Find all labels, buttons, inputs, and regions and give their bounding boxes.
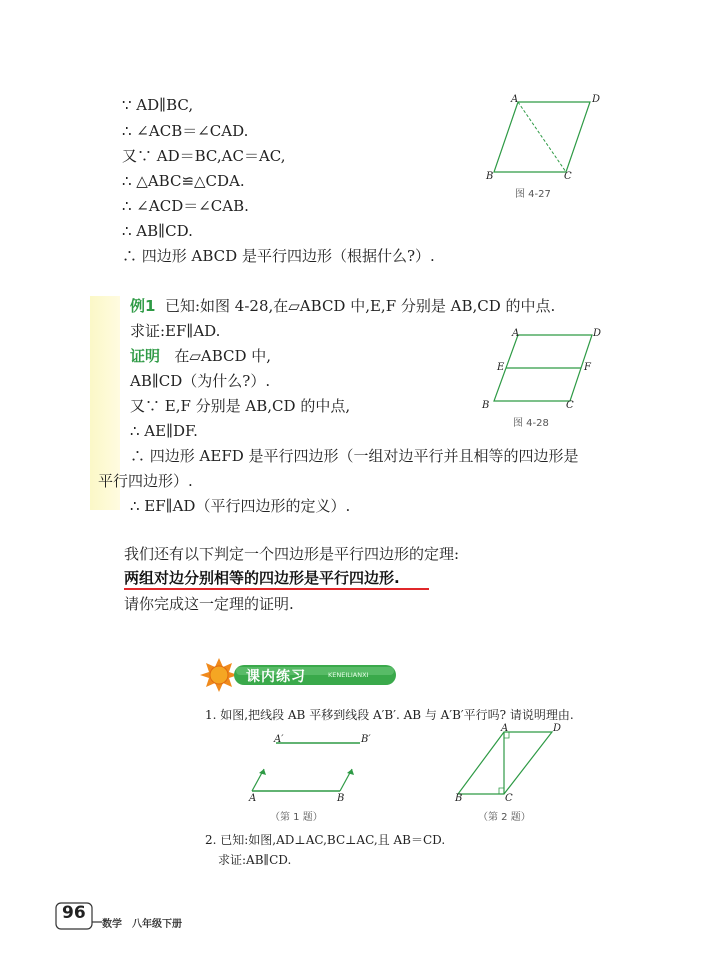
proof1-line5: ∴ ∠ACD＝∠CAB. [122, 197, 249, 215]
proof1-line4: ∴ △ABC≌△CDA. [122, 172, 245, 190]
theorem-statement: 两组对边分别相等的四边形是平行四边形. [124, 569, 400, 587]
fig428-label-e: E [497, 362, 505, 373]
fig1-caption: （第 1 题） [270, 812, 323, 823]
fig2-caption: （第 2 题） [478, 812, 531, 823]
fig2-label-c: C [505, 793, 513, 804]
fig427-label-d: D [592, 94, 601, 105]
theorem-underline [124, 588, 429, 590]
fig1-label-b: B [337, 793, 345, 804]
example1-given-line [130, 296, 555, 316]
fig428-caption: 图 4-28 [513, 418, 549, 429]
exercise2-figure [452, 724, 562, 804]
exercise1-text: 1. 如图,把线段 AB 平移到线段 A′B′. AB 与 A′B′平行吗? 请说明理由. [205, 708, 574, 722]
fig428-label-f: F [584, 362, 591, 373]
diagonal-ac [518, 102, 566, 172]
theorem-task: 请你完成这一定理的证明. [124, 595, 294, 613]
proof1-line2: ∴ ∠ACB＝∠CAD. [122, 122, 249, 140]
proof1-line6: ∴ AB∥CD. [122, 222, 193, 240]
proof1-line7: ∴ 四边形 ABCD 是平行四边形（根据什么?）. [122, 247, 435, 265]
example1-p2: AB∥CD（为什么?）. [130, 372, 271, 390]
example1-p6: ∴ EF∥AD（平行四边形的定义）. [130, 497, 351, 515]
fig428-label-b: B [482, 400, 490, 411]
fig2-label-b: B [455, 793, 463, 804]
exercise2-prove: 求证:AB∥CD. [218, 853, 292, 867]
example1-p5b: 平行四边形）. [98, 472, 193, 490]
fig1-label-bp: B′ [361, 734, 371, 745]
fig428-label-c: C [566, 400, 574, 411]
page-number: 96 [62, 903, 86, 923]
banner-title: 课内练习 [246, 669, 306, 685]
example1-proof-line1 [130, 346, 271, 366]
fig1-label-ap: A′ [274, 734, 284, 745]
example1-p4: ∴ AE∥DF. [130, 422, 198, 440]
exercise1-figure [240, 735, 370, 805]
banner-subtitle: KENEILIANXI [328, 671, 369, 679]
fig427-label-c: C [564, 171, 572, 182]
fig428-label-d: D [593, 328, 602, 339]
fig427-label-b: B [486, 171, 494, 182]
fig427-caption: 图 4-27 [515, 189, 551, 200]
proof-label: 证明 [130, 347, 161, 365]
fig428-label-a: A [512, 328, 520, 339]
proof1-line1: ∵ AD∥BC, [122, 96, 194, 114]
theorem-intro: 我们还有以下判定一个四边形是平行四边形的定理: [124, 545, 460, 563]
exercise2-given: 2. 已知:如图,AD⊥AC,BC⊥AC,且 AB＝CD. [205, 833, 446, 847]
proof1-line3: 又∵ AD＝BC,AC＝AC, [122, 147, 286, 165]
fig2-label-d: D [553, 723, 562, 734]
quadrilateral-abcd [458, 732, 552, 794]
example1-p5a: ∴ 四边形 AEFD 是平行四边形（一组对边平行并且相等的四边形是 [130, 447, 579, 465]
book-title: 数学 八年级下册 [102, 919, 182, 930]
example1-p1: 在▱ABCD 中, [174, 347, 272, 365]
fig427-label-a: A [511, 94, 519, 105]
example1-label: 例1 [130, 297, 156, 315]
example1-given: 已知:如图 4-28,在▱ABCD 中,E,F 分别是 AB,CD 的中点. [164, 297, 556, 315]
fig2-label-a: A [501, 723, 509, 734]
example1-prove: 求证:EF∥AD. [130, 322, 221, 340]
example1-p3: 又∵ E,F 分别是 AB,CD 的中点, [130, 397, 351, 415]
fig1-label-a: A [249, 793, 257, 804]
sun-icon [200, 658, 238, 692]
